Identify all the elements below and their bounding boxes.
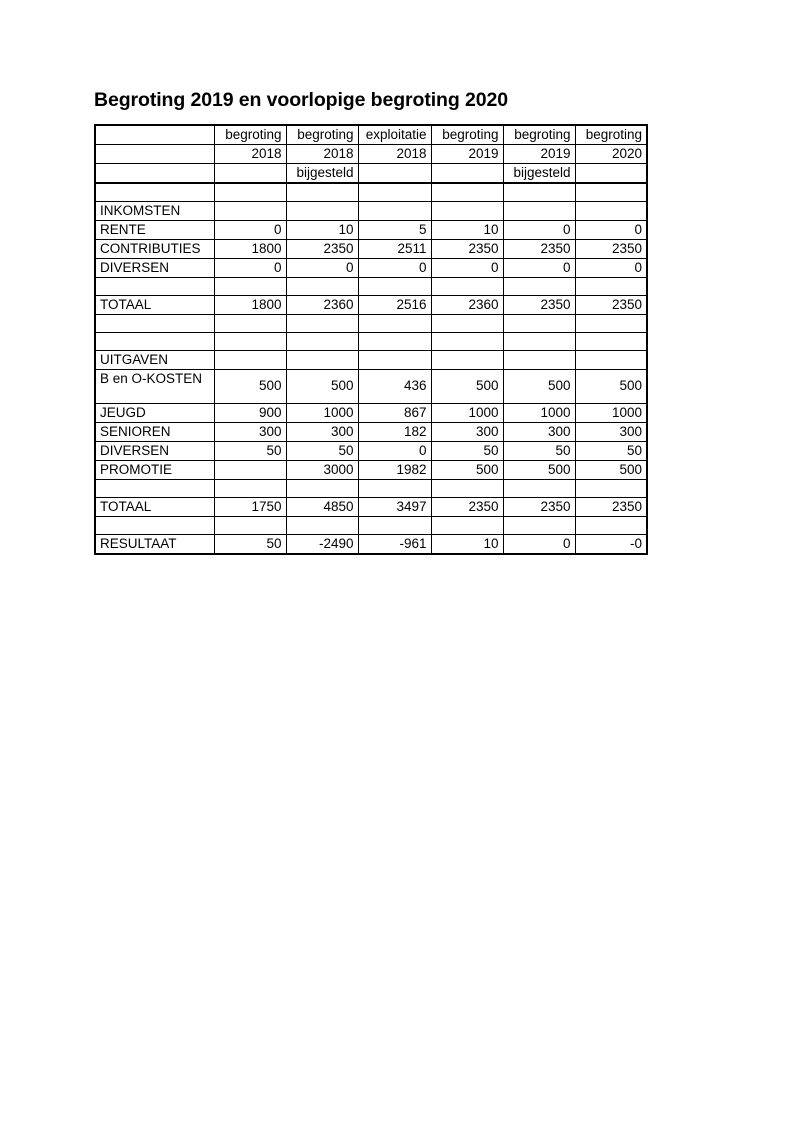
value-cell xyxy=(286,332,358,350)
value-cell: -0 xyxy=(575,534,647,554)
column-header-cell xyxy=(575,164,647,184)
row-label: PROMOTIE xyxy=(95,460,214,479)
row-label xyxy=(95,479,214,497)
table-row xyxy=(95,369,647,403)
table-header-row xyxy=(95,164,647,184)
value-cell: 500 xyxy=(503,369,575,403)
value-cell: 50 xyxy=(575,441,647,460)
value-cell xyxy=(358,350,431,369)
table-row xyxy=(95,239,647,258)
page-title: Begroting 2019 en voorlopige begroting 2020 xyxy=(94,89,508,111)
row-label: JEUGD xyxy=(95,403,214,422)
value-cell: 0 xyxy=(358,258,431,277)
column-header-cell: begroting xyxy=(575,125,647,145)
column-header-cell: begroting xyxy=(503,125,575,145)
value-cell: 2350 xyxy=(503,239,575,258)
value-cell xyxy=(214,183,286,201)
value-cell: 0 xyxy=(503,534,575,554)
value-cell xyxy=(286,516,358,534)
column-header-cell xyxy=(431,164,503,184)
row-section-label: INKOMSTEN xyxy=(95,201,214,220)
budget-table-body xyxy=(95,125,647,554)
value-cell: 2511 xyxy=(358,239,431,258)
row-label xyxy=(95,277,214,295)
row-label: DIVERSEN xyxy=(95,441,214,460)
value-cell: 182 xyxy=(358,422,431,441)
value-cell: 10 xyxy=(431,220,503,239)
value-cell xyxy=(431,350,503,369)
table-header-row xyxy=(95,145,647,164)
value-cell: 50 xyxy=(503,441,575,460)
value-cell: 1982 xyxy=(358,460,431,479)
value-cell: 2350 xyxy=(575,497,647,516)
value-cell xyxy=(286,350,358,369)
value-cell: 0 xyxy=(286,258,358,277)
value-cell: 1000 xyxy=(431,403,503,422)
value-cell: 50 xyxy=(214,534,286,554)
column-header-cell: 2019 xyxy=(431,145,503,164)
value-cell xyxy=(358,183,431,201)
value-cell xyxy=(503,516,575,534)
value-cell: 500 xyxy=(431,460,503,479)
value-cell: 2360 xyxy=(286,295,358,314)
value-cell xyxy=(286,183,358,201)
value-cell: 1000 xyxy=(503,403,575,422)
value-cell xyxy=(575,350,647,369)
table-row xyxy=(95,258,647,277)
value-cell: 2360 xyxy=(431,295,503,314)
table-row xyxy=(95,403,647,422)
value-cell: 1000 xyxy=(575,403,647,422)
value-cell xyxy=(214,201,286,220)
value-cell: 0 xyxy=(503,258,575,277)
table-spacer-row xyxy=(95,479,647,497)
value-cell xyxy=(503,183,575,201)
value-cell xyxy=(214,277,286,295)
value-cell: 50 xyxy=(286,441,358,460)
column-header-cell: begroting xyxy=(431,125,503,145)
value-cell: 1800 xyxy=(214,295,286,314)
header-corner-cell xyxy=(95,145,214,164)
table-spacer-row xyxy=(95,314,647,332)
table-row xyxy=(95,201,647,220)
value-cell: 0 xyxy=(214,258,286,277)
column-header-cell: exploitatie xyxy=(358,125,431,145)
value-cell xyxy=(431,183,503,201)
value-cell xyxy=(214,314,286,332)
value-cell xyxy=(286,277,358,295)
row-label: B en O-KOSTEN xyxy=(95,369,214,403)
value-cell: 2350 xyxy=(431,497,503,516)
budget-table xyxy=(94,124,648,555)
value-cell xyxy=(358,516,431,534)
value-cell xyxy=(358,314,431,332)
value-cell: 500 xyxy=(286,369,358,403)
value-cell: 5 xyxy=(358,220,431,239)
value-cell: 900 xyxy=(214,403,286,422)
value-cell xyxy=(575,183,647,201)
table-spacer-row xyxy=(95,332,647,350)
value-cell: 0 xyxy=(431,258,503,277)
row-label: CONTRIBUTIES xyxy=(95,239,214,258)
value-cell xyxy=(214,516,286,534)
value-cell xyxy=(214,332,286,350)
value-cell xyxy=(575,516,647,534)
column-header-cell xyxy=(358,164,431,184)
value-cell xyxy=(503,479,575,497)
value-cell xyxy=(286,314,358,332)
table-row xyxy=(95,422,647,441)
value-cell: 867 xyxy=(358,403,431,422)
value-cell: 2516 xyxy=(358,295,431,314)
value-cell xyxy=(358,479,431,497)
value-cell: 1750 xyxy=(214,497,286,516)
table-row xyxy=(95,350,647,369)
value-cell: 0 xyxy=(503,220,575,239)
value-cell xyxy=(358,201,431,220)
value-cell: 4850 xyxy=(286,497,358,516)
value-cell xyxy=(431,314,503,332)
value-cell: 10 xyxy=(431,534,503,554)
table-row xyxy=(95,497,647,516)
header-corner-cell xyxy=(95,125,214,145)
value-cell xyxy=(431,332,503,350)
value-cell xyxy=(431,516,503,534)
value-cell: 500 xyxy=(214,369,286,403)
value-cell: 300 xyxy=(214,422,286,441)
row-label: SENIOREN xyxy=(95,422,214,441)
table-row xyxy=(95,220,647,239)
value-cell xyxy=(575,314,647,332)
value-cell xyxy=(575,201,647,220)
value-cell: 1000 xyxy=(286,403,358,422)
value-cell: 1800 xyxy=(214,239,286,258)
column-header-cell: 2018 xyxy=(286,145,358,164)
value-cell: 0 xyxy=(358,441,431,460)
column-header-cell: 2019 xyxy=(503,145,575,164)
value-cell: 300 xyxy=(431,422,503,441)
value-cell xyxy=(431,201,503,220)
value-cell xyxy=(503,201,575,220)
column-header-cell: bijgesteld xyxy=(503,164,575,184)
value-cell: 3497 xyxy=(358,497,431,516)
column-header-cell: 2018 xyxy=(214,145,286,164)
value-cell xyxy=(286,201,358,220)
value-cell xyxy=(286,479,358,497)
value-cell: 2350 xyxy=(575,295,647,314)
row-total-label: TOTAAL xyxy=(95,497,214,516)
value-cell: 50 xyxy=(214,441,286,460)
value-cell: 300 xyxy=(286,422,358,441)
row-label xyxy=(95,183,214,201)
row-section-label: UITGAVEN xyxy=(95,350,214,369)
row-label xyxy=(95,516,214,534)
table-row xyxy=(95,441,647,460)
value-cell xyxy=(431,277,503,295)
row-total-label: RESULTAAT xyxy=(95,534,214,554)
value-cell: 500 xyxy=(575,460,647,479)
value-cell: 2350 xyxy=(503,295,575,314)
value-cell: 2350 xyxy=(431,239,503,258)
table-row xyxy=(95,534,647,554)
column-header-cell: 2020 xyxy=(575,145,647,164)
value-cell: -961 xyxy=(358,534,431,554)
value-cell xyxy=(358,332,431,350)
table-header-row xyxy=(95,125,647,145)
row-label xyxy=(95,314,214,332)
row-label: DIVERSEN xyxy=(95,258,214,277)
value-cell xyxy=(503,277,575,295)
value-cell xyxy=(358,277,431,295)
value-cell: 300 xyxy=(575,422,647,441)
column-header-cell: bijgesteld xyxy=(286,164,358,184)
column-header-cell xyxy=(214,164,286,184)
table-row xyxy=(95,460,647,479)
value-cell: 2350 xyxy=(575,239,647,258)
value-cell xyxy=(431,479,503,497)
value-cell: -2490 xyxy=(286,534,358,554)
row-label: RENTE xyxy=(95,220,214,239)
value-cell: 436 xyxy=(358,369,431,403)
value-cell: 0 xyxy=(575,220,647,239)
value-cell: 500 xyxy=(431,369,503,403)
row-total-label: TOTAAL xyxy=(95,295,214,314)
value-cell xyxy=(575,277,647,295)
value-cell xyxy=(214,350,286,369)
value-cell: 0 xyxy=(575,258,647,277)
value-cell: 0 xyxy=(214,220,286,239)
value-cell: 500 xyxy=(503,460,575,479)
column-header-cell: begroting xyxy=(286,125,358,145)
table-spacer-row xyxy=(95,516,647,534)
value-cell: 500 xyxy=(575,369,647,403)
value-cell: 2350 xyxy=(503,497,575,516)
value-cell xyxy=(575,332,647,350)
value-cell xyxy=(214,460,286,479)
table-row xyxy=(95,295,647,314)
value-cell xyxy=(503,314,575,332)
column-header-cell: begroting xyxy=(214,125,286,145)
value-cell: 50 xyxy=(431,441,503,460)
value-cell xyxy=(503,350,575,369)
value-cell xyxy=(575,479,647,497)
value-cell: 10 xyxy=(286,220,358,239)
value-cell xyxy=(503,332,575,350)
table-spacer-row xyxy=(95,277,647,295)
table-spacer-row xyxy=(95,183,647,201)
header-corner-cell xyxy=(95,164,214,184)
value-cell xyxy=(214,479,286,497)
value-cell: 3000 xyxy=(286,460,358,479)
value-cell: 2350 xyxy=(286,239,358,258)
value-cell: 300 xyxy=(503,422,575,441)
row-label xyxy=(95,332,214,350)
column-header-cell: 2018 xyxy=(358,145,431,164)
